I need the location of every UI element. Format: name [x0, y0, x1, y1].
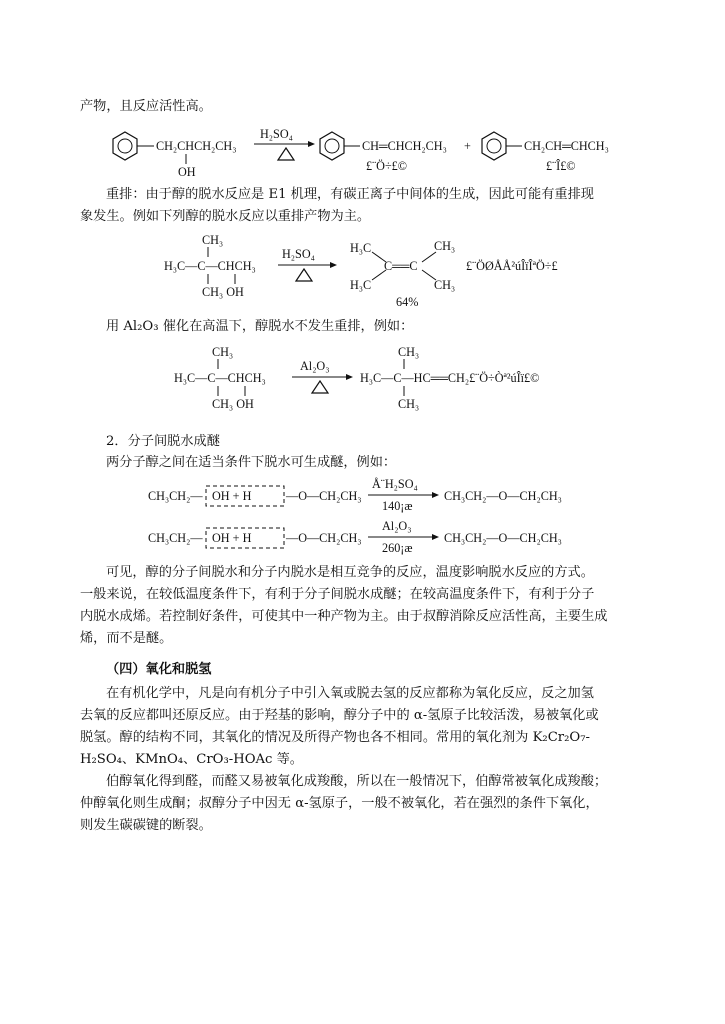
- text-p6c: 脱氢。醇的结构不同，其氧化的情况及所得产物也各不相同。常用的氧化剂为 K₂Cr₂O₇-: [80, 730, 590, 745]
- text-p7c: 则发生碳碳键的断裂。: [80, 818, 212, 833]
- text-p1a: 重排：由于醇的脱水反应是 E1 机理，有碳正离子中间体的生成，因此可能有重排现: [106, 187, 594, 202]
- r2-prod-ch3-bot: CH₃: [434, 278, 456, 292]
- r5-reagent-bottom: 260¡æ: [382, 541, 413, 555]
- r4-reagent-top: Å¨H₂SO₄: [372, 477, 418, 491]
- r1-oh: OH: [178, 165, 196, 179]
- text-p6a: 在有机化学中，凡是向有机分子中引入氧或脱去氢的反应都称为氧化反应，反之加氢: [106, 686, 594, 701]
- r1-product2-note: £¨Î£©: [546, 159, 576, 173]
- r4-box: OH + H: [212, 489, 252, 503]
- text-p6d: H₂SO₄、KMnO₄、CrO₃-HOAc 等。: [80, 752, 303, 767]
- text-p7a: 伯醇氧化得到醛，而醛又易被氧化成羧酸，所以在一般情况下，伯醇常被氧化成羧酸；: [106, 774, 608, 789]
- text-p5b: 一般来说，在较低温度条件下，有利于分子间脱水成醚；在较高温度条件下，有利于分子: [80, 587, 595, 602]
- r2-top-ch3: CH₃: [202, 233, 224, 247]
- text-p5a: 可见，醇的分子间脱水和分子内脱水是相互竞争的反应，温度影响脱水反应的方式。: [106, 565, 594, 580]
- r1-reagent: H₂SO₄: [260, 127, 293, 141]
- r2-prod-ch3-top: CH₃: [434, 239, 456, 253]
- text-p2: 用 Al₂O₃ 催化在高温下，醇脱水不发生重排，例如：: [106, 319, 414, 334]
- r2-prod-h3c-bot: H₃C: [350, 278, 372, 292]
- r2-reagent: H₂SO₄: [282, 247, 315, 261]
- r4-product: CH₃CH₂—O—CH₂CH₃: [444, 489, 562, 503]
- section-heading: （四）氧化和脱氢: [106, 662, 212, 677]
- reaction-3: [170, 342, 610, 417]
- r2-bottom: CH₃ OH: [202, 285, 244, 299]
- r4-left: CH₃CH₂—: [148, 489, 203, 503]
- text-p5c: 内脱水成烯。若控制好条件，可使其中一种产物为主。由于叔醇消除反应活性高，主要生成: [80, 609, 608, 624]
- r3-reagent: Al₂O₃: [300, 359, 330, 373]
- reaction-5: [146, 518, 606, 558]
- r3-prod-main: H₃C—C—HC══CH₂£¨Ö÷Òª²úÎï£©: [360, 371, 540, 385]
- reaction-2: [160, 232, 620, 312]
- reaction-1: [110, 124, 670, 184]
- benzene-ring-icon: [113, 132, 137, 160]
- r4-reagent-bottom: 140¡æ: [382, 499, 413, 513]
- r3-prod-bottom: CH₃: [398, 397, 420, 411]
- r5-product: CH₃CH₂—O—CH₂CH₃: [444, 531, 562, 545]
- text-p1b: 象发生。例如下列醇的脱水反应以重排产物为主。: [80, 209, 371, 224]
- r5-box: OH + H: [212, 531, 252, 545]
- r1-product2: CH₂CH═CHCH₃: [524, 139, 609, 153]
- r2-yield: 64%: [396, 295, 419, 309]
- r2-main: H₃C—C—CHCH₃: [164, 259, 256, 273]
- r1-reactant: CH₂CHCH₂CH₃: [156, 139, 237, 153]
- text-p4: 两分子醇之间在适当条件下脱水可生成醚，例如：: [106, 455, 397, 470]
- r1-product1-note: £¨Ö÷£©: [366, 159, 407, 173]
- r3-main: H₃C—C—CHCH₃: [174, 371, 266, 385]
- r2-prod-h3c-top: H₃C: [350, 241, 372, 255]
- benzene-ring-icon: [482, 132, 506, 160]
- heat-triangle-icon: [312, 381, 328, 393]
- text-p7b: 仲醇氧化则生成酮；叔醇分子中因无 α-氢原子，一般不被氧化，若在强烈的条件下氧化，: [80, 796, 599, 811]
- reaction-4: [146, 476, 606, 516]
- r5-reagent-top: Al₂O₃: [382, 519, 412, 533]
- r5-left: CH₃CH₂—: [148, 531, 203, 545]
- r1-product1: CH═CHCH₂CH₃: [362, 139, 447, 153]
- r3-top-ch3: CH₃: [212, 345, 234, 359]
- r3-prod-top: CH₃: [398, 345, 420, 359]
- text-p3: 2．分子间脱水成醚: [106, 434, 220, 449]
- heat-triangle-icon: [278, 148, 294, 160]
- r3-bottom: CH₃ OH: [212, 397, 254, 411]
- r4-right: —O—CH₂CH₃: [286, 489, 362, 503]
- text-p0: 产物，且反应活性高。: [80, 99, 212, 114]
- r5-right: —O—CH₂CH₃: [286, 531, 362, 545]
- r1-plus: +: [464, 139, 471, 153]
- r2-note: £¨ÖØÅÅ²úÎïÎªÖ÷£: [466, 259, 558, 273]
- heat-triangle-icon: [296, 269, 312, 281]
- r2-prod-cc: C══C: [384, 259, 418, 273]
- text-p5d: 烯，而不是醚。: [80, 631, 173, 646]
- benzene-ring-icon: [320, 132, 344, 160]
- text-p6b: 去氧的反应都叫还原反应。由于羟基的影响，醇分子中的 α-氢原子比较活泼，易被氧化或: [80, 708, 599, 723]
